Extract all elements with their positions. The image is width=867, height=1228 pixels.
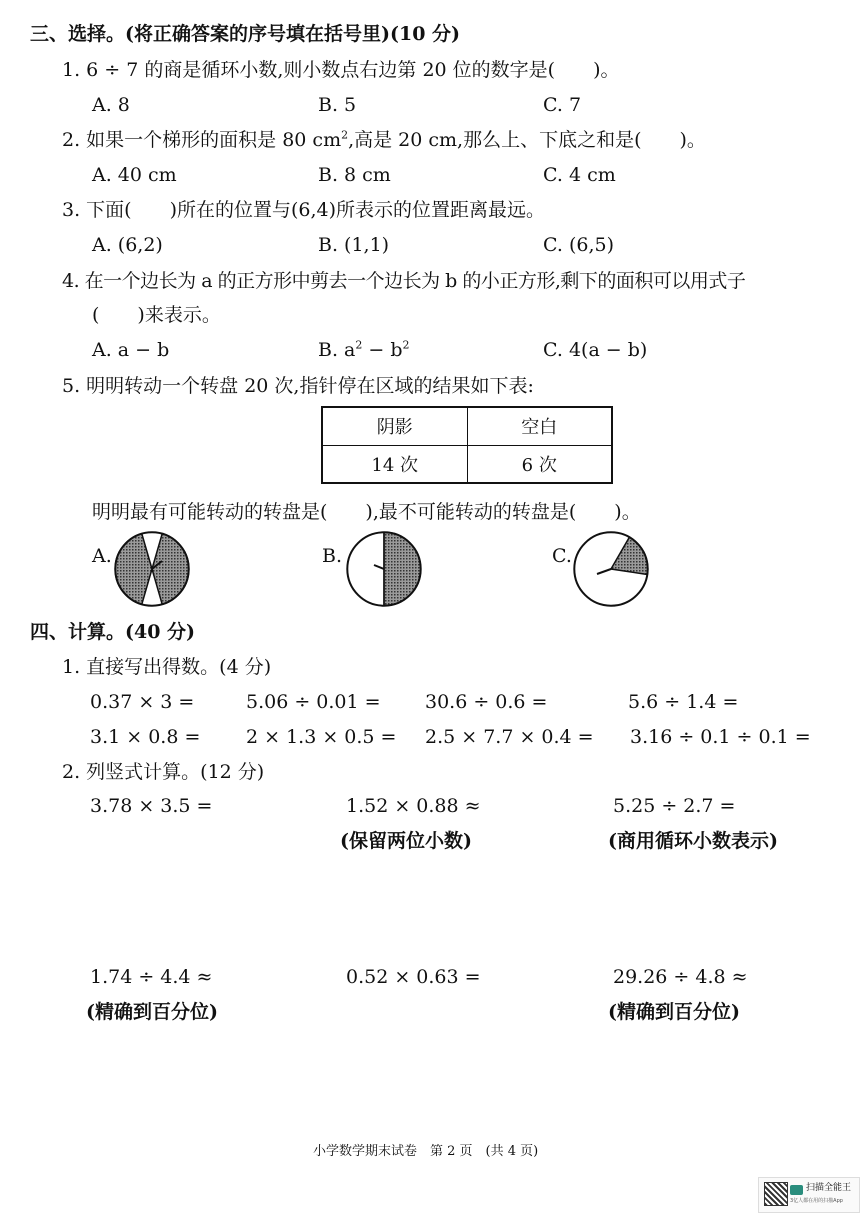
watermark-line2: 3亿人都在用的扫描App: [790, 1198, 843, 1204]
spinner-a: [114, 531, 190, 607]
q4-option-c: C. 4(a − b): [543, 339, 648, 361]
q4-option-b: B. $a^2 - b^2$: [318, 338, 410, 361]
p2-r1-c1: 3.78 × 3.5 =: [90, 795, 213, 817]
p2-r1-c2: 1.52 × 0.88 ≈: [346, 795, 481, 817]
q5-stem: 5. 明明转动一个转盘 20 次,指针停在区域的结果如下表:: [62, 375, 534, 397]
p2-title: 2. 列竖式计算。(12 分): [62, 761, 265, 783]
p2-r2-c3: 29.26 ÷ 4.8 ≈: [613, 966, 748, 988]
q1-option-b: B. 5: [318, 94, 357, 116]
q4-stem-line2: ( )来表示。: [92, 304, 221, 326]
p2-r2-c2: 0.52 × 0.63 =: [346, 966, 481, 988]
q4-option-a: A. a − b: [92, 339, 170, 361]
page-footer: 小学数学期末试卷 第 2 页 (共 4 页): [313, 1144, 539, 1159]
p1-r1-c2: 5.06 ÷ 0.01 =: [246, 691, 381, 713]
spinner-b: [346, 531, 422, 607]
qr-code-icon: [764, 1182, 788, 1206]
table-row: [322, 407, 612, 445]
p1-r1-c1: 0.37 × 3 =: [90, 691, 195, 713]
q1-option-a: A. 8: [92, 94, 130, 116]
p1-r1-c3: 30.6 ÷ 0.6 =: [425, 691, 548, 713]
scanner-logo-icon: [790, 1185, 803, 1195]
p1-title: 1. 直接写出得数。(4 分): [62, 656, 272, 678]
p1-r2-c3: 2.5 × 7.7 × 0.4 =: [425, 726, 594, 748]
q2-option-c: C. 4 cm: [543, 164, 616, 186]
result-table: [321, 406, 613, 484]
table-row: [322, 445, 612, 483]
q1-stem: 1. 6 ÷ 7 的商是循环小数,则小数点右边第 20 位的数字是( )。: [62, 59, 620, 81]
table-header-blank: 空白: [467, 407, 612, 445]
q3-stem: 3. 下面( )所在的位置与(6,4)所表示的位置距离最远。: [62, 199, 546, 221]
q3-option-b: B. (1,1): [318, 234, 390, 256]
section-4-title: 四、计算。(40 分): [30, 621, 196, 643]
watermark-line1: 扫描全能王: [806, 1183, 852, 1193]
q3-option-c: C. (6,5): [543, 234, 614, 256]
p2-r1-note-c3: (商用循环小数表示): [608, 830, 778, 852]
p1-r2-c2: 2 × 1.3 × 0.5 =: [246, 726, 397, 748]
q4-stem-line1: 4. 在一个边长为 a 的正方形中剪去一个边长为 b 的小正方形,剩下的面积可以用式子: [62, 270, 746, 292]
q5-option-c-label: C.: [552, 545, 572, 567]
q2-option-a: A. 40 cm: [92, 164, 177, 186]
table-value-blank: 6 次: [467, 445, 612, 483]
p2-r2-note-c3: (精确到百分位): [608, 1001, 740, 1023]
p2-r2-c1: 1.74 ÷ 4.4 ≈: [90, 966, 213, 988]
p2-r1-c3: 5.25 ÷ 2.7 =: [613, 795, 736, 817]
q5-option-b-label: B.: [322, 545, 343, 567]
q5-option-a-label: A.: [92, 545, 112, 567]
p2-r2-note-c1: (精确到百分位): [86, 1001, 218, 1023]
q3-option-a: A. (6,2): [92, 234, 163, 256]
section-3-title: 三、选择。(将正确答案的序号填在括号里)(10 分): [30, 23, 461, 45]
q5-question: 明明最有可能转动的转盘是( ),最不可能转动的转盘是( )。: [92, 501, 641, 523]
p2-r1-note-c2: (保留两位小数): [340, 830, 472, 852]
spinner-c: [573, 531, 649, 607]
q2-option-b: B. 8 cm: [318, 164, 391, 186]
q1-option-c: C. 7: [543, 94, 582, 116]
p1-r1-c4: 5.6 ÷ 1.4 =: [628, 691, 739, 713]
p1-r2-c4: 3.16 ÷ 0.1 ÷ 0.1 =: [630, 726, 811, 748]
p1-r2-c1: 3.1 × 0.8 =: [90, 726, 201, 748]
table-value-shaded: 14 次: [322, 445, 467, 483]
table-header-shaded: 阴影: [322, 407, 467, 445]
q2-stem: 2. 如果一个梯形的面积是 80 $cm^2$,高是 20 cm,那么上、下底之和是( )。: [62, 128, 706, 151]
